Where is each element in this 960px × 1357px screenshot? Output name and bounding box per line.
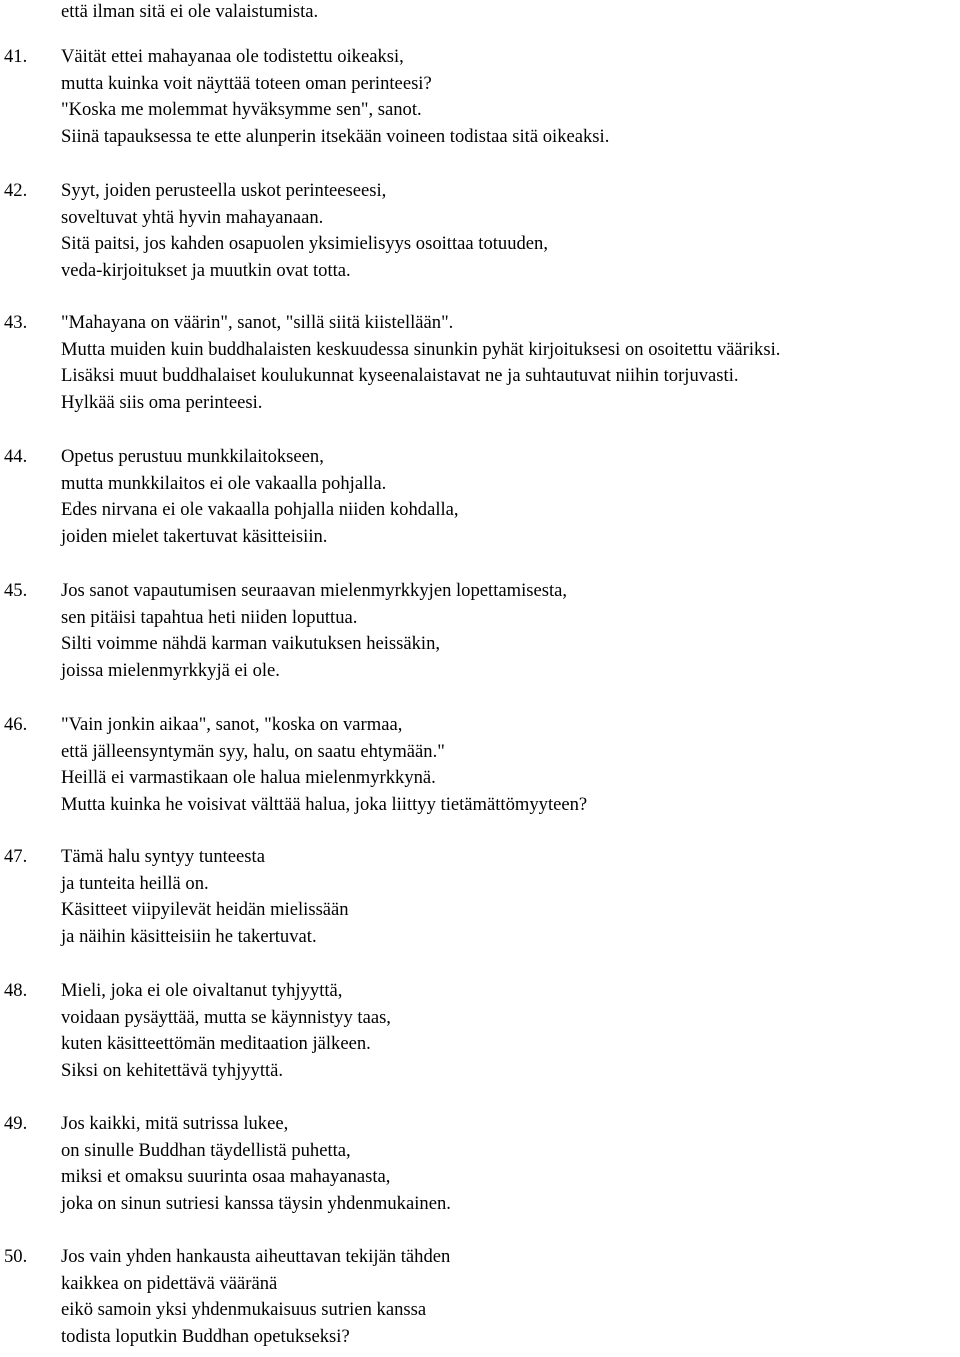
verse-line: todista loputkin Buddhan opetukseksi? bbox=[61, 1325, 350, 1347]
verse-line: Silti voimme nähdä karman vaikutuksen heissäkin, bbox=[61, 633, 441, 655]
verse-line: Jos kaikki, mitä sutrissa lukee, bbox=[61, 1113, 289, 1134]
verse-number: 45. bbox=[4, 580, 28, 601]
verse-line: Sitä paitsi, jos kahden osapuolen yksimielisyys osoittaa totuuden, bbox=[61, 233, 549, 255]
verse-line: mutta munkkilaitos ei ole vakaalla pohjalla. bbox=[61, 472, 387, 494]
verse-line: sen pitäisi tapahtua heti niiden loputtua. bbox=[61, 606, 358, 628]
verse-line: "Mahayana on väärin", sanot, "sillä siitä kiistellään". bbox=[61, 312, 454, 333]
verse-line: miksi et omaksu suurinta osaa mahayanasta, bbox=[61, 1166, 391, 1188]
verse-number: 46. bbox=[4, 714, 28, 735]
verse-number: 43. bbox=[4, 312, 28, 333]
verse-line: veda-kirjoitukset ja muutkin ovat totta. bbox=[61, 259, 351, 281]
verse-number: 49. bbox=[4, 1113, 28, 1134]
verse-line: Siinä tapauksessa te ette alunperin itsekään voineen todistaa sitä oikeaksi. bbox=[61, 125, 610, 147]
verse-line: Jos vain yhden hankausta aiheuttavan tekijän tähden bbox=[61, 1246, 451, 1267]
verse-line: voidaan pysäyttää, mutta se käynnistyy taas, bbox=[61, 1006, 391, 1028]
verse-number: 48. bbox=[4, 980, 28, 1001]
verse-line: Mutta kuinka he voisivat välttää halua, joka liittyy tietämättömyyteen? bbox=[61, 793, 588, 815]
verse-line: Heillä ei varmastikaan ole halua mielenmyrkkynä. bbox=[61, 767, 436, 789]
verse-line: ja näihin käsitteisiin he takertuvat. bbox=[61, 925, 317, 947]
verse-line: että jälleensyntymän syy, halu, on saatu ehtymään." bbox=[61, 740, 445, 762]
verse-line: Mutta muiden kuin buddhalaisten keskuudessa sinunkin pyhät kirjoituksesi on osoitettu vääriksi. bbox=[61, 338, 781, 360]
verse-number: 42. bbox=[4, 180, 28, 201]
verse-number: 41. bbox=[4, 46, 28, 67]
verse-number: 44. bbox=[4, 446, 28, 467]
verse-line: mutta kuinka voit näyttää toteen oman perinteesi? bbox=[61, 72, 432, 94]
verse-line: kaikkea on pidettävä vääränä bbox=[61, 1272, 278, 1294]
verse-line: Tämä halu syntyy tunteesta bbox=[61, 846, 265, 867]
verse-line: "Koska me molemmat hyväksymme sen", sanot. bbox=[61, 99, 422, 121]
verse-line: Lisäksi muut buddhalaiset koulukunnat kyseenalaistavat ne ja suhtautuvat niihin torjuvasti. bbox=[61, 365, 739, 387]
verse-line: ja tunteita heillä on. bbox=[61, 872, 209, 894]
verse-line: joka on sinun sutriesi kanssa täysin yhdenmukainen. bbox=[61, 1192, 451, 1214]
verse-line: Mieli, joka ei ole oivaltanut tyhjyyttä, bbox=[61, 980, 343, 1001]
verse-number: 47. bbox=[4, 846, 28, 867]
verse-line: Opetus perustuu munkkilaitokseen, bbox=[61, 446, 324, 467]
verse-line: Siksi on kehitettävä tyhjyyttä. bbox=[61, 1059, 284, 1081]
verse-line: soveltuvat yhtä hyvin mahayanaan. bbox=[61, 206, 324, 228]
verse-line: Käsitteet viipyilevät heidän mielissään bbox=[61, 899, 349, 921]
verse-line: Edes nirvana ei ole vakaalla pohjalla niiden kohdalla, bbox=[61, 499, 459, 521]
verse-line: Väität ettei mahayanaa ole todistettu oikeaksi, bbox=[61, 46, 404, 67]
verse-line: joiden mielet takertuvat käsitteisiin. bbox=[61, 525, 328, 547]
verse-number: 50. bbox=[4, 1246, 28, 1267]
verse-line: kuten käsitteettömän meditaation jälkeen. bbox=[61, 1033, 371, 1055]
verse-line: joissa mielenmyrkkyjä ei ole. bbox=[61, 659, 280, 681]
verse-line: Hylkää siis oma perinteesi. bbox=[61, 391, 263, 413]
verse-line: on sinulle Buddhan täydellistä puhetta, bbox=[61, 1139, 351, 1161]
verse-line: "Vain jonkin aikaa", sanot, "koska on varmaa, bbox=[61, 714, 403, 735]
verse-line: eikö samoin yksi yhdenmukaisuus sutrien kanssa bbox=[61, 1299, 427, 1321]
verse-line: Syyt, joiden perusteella uskot perinteeseesi, bbox=[61, 180, 387, 201]
lead-line: että ilman sitä ei ole valaistumista. bbox=[61, 1, 319, 22]
verse-line: Jos sanot vapautumisen seuraavan mielenmyrkkyjen lopettamisesta, bbox=[61, 580, 568, 601]
